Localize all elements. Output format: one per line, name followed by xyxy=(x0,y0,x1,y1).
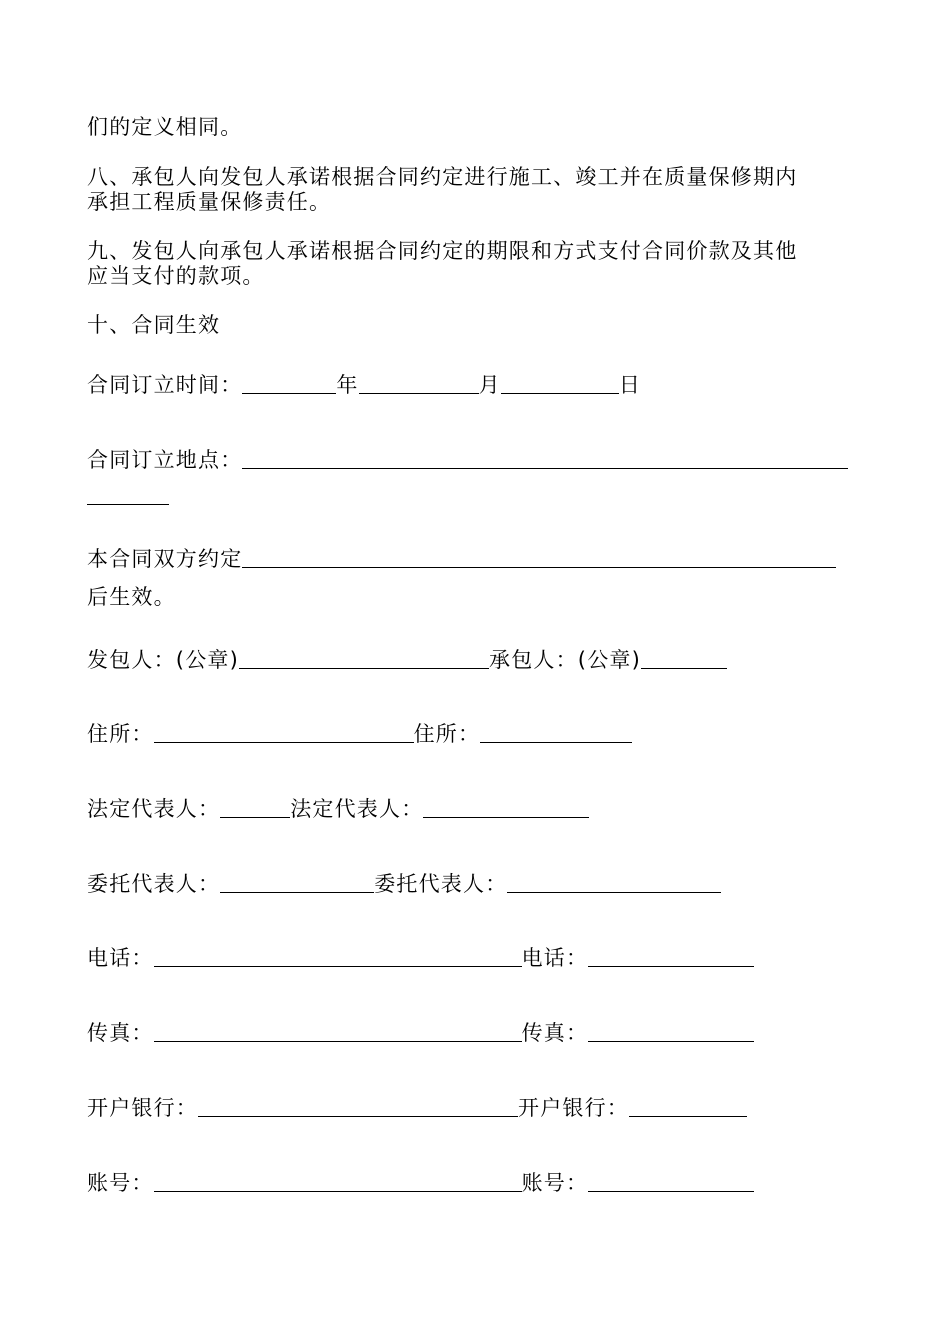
contractor-address-label: 住所： xyxy=(413,722,481,746)
employer-address-label: 住所： xyxy=(87,722,154,746)
contract-place-row xyxy=(87,447,848,473)
phone-row xyxy=(87,945,754,971)
day-label: 日 xyxy=(618,373,642,397)
contractor-seal-label: 承包人：(公章) xyxy=(489,648,641,672)
contractor-fax-label: 传真： xyxy=(521,1021,589,1045)
legal-rep-row xyxy=(87,796,589,822)
employer-account-blank[interactable] xyxy=(154,1171,522,1192)
paragraph-7-continuation: 们的定义相同。 xyxy=(87,115,243,139)
contractor-agent-blank[interactable] xyxy=(507,872,721,893)
seal-row xyxy=(87,647,727,673)
account-row xyxy=(87,1170,754,1196)
contract-date-label: 合同订立时间： xyxy=(87,373,243,397)
effective-label: 本合同双方约定 xyxy=(87,547,243,571)
employer-seal-blank[interactable] xyxy=(239,648,489,669)
contractor-bank-label: 开户银行： xyxy=(518,1096,629,1120)
contractor-bank-blank[interactable] xyxy=(629,1096,747,1117)
contract-place-blank[interactable] xyxy=(242,448,848,469)
clause-9-line-1: 九、发包人向承包人承诺根据合同约定的期限和方式支付合同价款及其他 xyxy=(87,239,798,263)
employer-address-blank[interactable] xyxy=(154,722,414,743)
contract-place-blank-cont[interactable] xyxy=(87,484,169,505)
employer-phone-label: 电话： xyxy=(87,946,154,970)
year-blank[interactable] xyxy=(242,373,336,394)
month-blank[interactable] xyxy=(359,373,479,394)
bank-row xyxy=(87,1095,747,1121)
contractor-fax-blank[interactable] xyxy=(588,1021,754,1042)
employer-bank-blank[interactable] xyxy=(198,1096,518,1117)
employer-agent-blank[interactable] xyxy=(220,872,374,893)
contractor-agent-label: 委托代表人： xyxy=(374,872,508,896)
effective-tail: 后生效。 xyxy=(87,585,176,609)
contract-place-row-2 xyxy=(87,483,169,509)
contractor-legal-rep-blank[interactable] xyxy=(423,797,589,818)
contractor-phone-label: 电话： xyxy=(521,946,589,970)
employer-phone-blank[interactable] xyxy=(154,946,522,967)
year-label: 年 xyxy=(336,373,359,397)
contractor-account-label: 账号： xyxy=(521,1171,589,1195)
employer-bank-label: 开户银行： xyxy=(87,1096,198,1120)
day-blank[interactable] xyxy=(501,373,619,394)
contractor-account-blank[interactable] xyxy=(588,1171,754,1192)
employer-legal-rep-label: 法定代表人： xyxy=(87,797,221,821)
month-label: 月 xyxy=(478,373,501,397)
effective-row xyxy=(87,546,836,572)
contractor-phone-blank[interactable] xyxy=(588,946,754,967)
agent-row xyxy=(87,871,721,897)
clause-8-line-2: 承担工程质量保修责任。 xyxy=(87,190,332,214)
address-row xyxy=(87,721,632,747)
contractor-address-blank[interactable] xyxy=(480,722,632,743)
employer-fax-label: 传真： xyxy=(87,1021,154,1045)
employer-legal-rep-blank[interactable] xyxy=(220,797,290,818)
section-10-heading: 十、合同生效 xyxy=(87,313,221,337)
clause-9-line-2: 应当支付的款项。 xyxy=(87,264,265,288)
employer-agent-label: 委托代表人： xyxy=(87,872,221,896)
contract-date-row xyxy=(87,372,641,398)
effective-condition-blank[interactable] xyxy=(242,547,836,568)
contract-place-label: 合同订立地点： xyxy=(87,448,243,472)
clause-8-line-1: 八、承包人向发包人承诺根据合同约定进行施工、竣工并在质量保修期内 xyxy=(87,165,798,189)
contractor-legal-rep-label: 法定代表人： xyxy=(290,797,424,821)
employer-fax-blank[interactable] xyxy=(154,1021,522,1042)
fax-row xyxy=(87,1020,754,1046)
employer-seal-label: 发包人：(公章) xyxy=(87,648,239,672)
contractor-seal-blank[interactable] xyxy=(641,648,727,669)
employer-account-label: 账号： xyxy=(87,1171,154,1195)
